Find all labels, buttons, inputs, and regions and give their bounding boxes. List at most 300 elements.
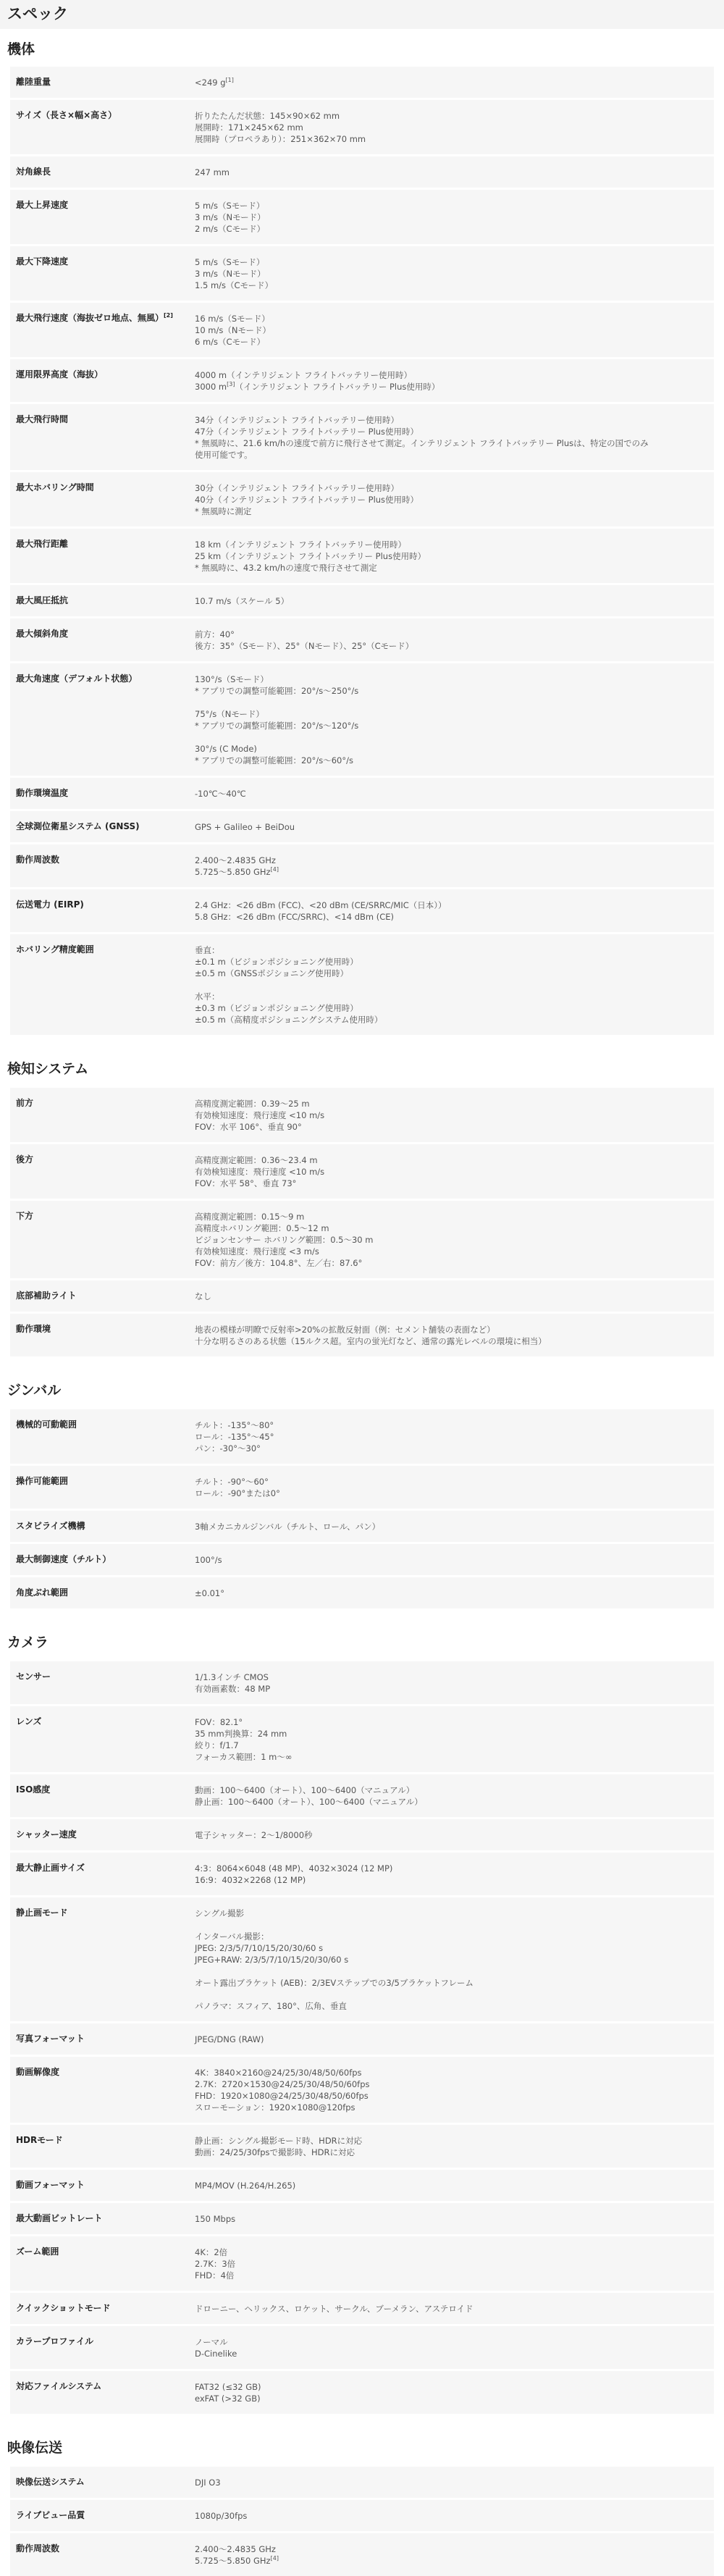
spec-value: [195, 855, 714, 878]
spec-value-text: 有効検知速度：飛行速度 <3 m/s: [195, 1246, 319, 1256]
spec-value-text: FHD：4倍: [195, 2270, 235, 2281]
spec-value-line: [195, 2067, 707, 2078]
spec-value: [195, 2135, 714, 2158]
spec-label: [10, 1784, 195, 1808]
spec-label: [10, 944, 195, 1025]
spec-value-text: 3軸メカニカルジンバル（チルト、ロール、パン）: [195, 1522, 381, 1532]
spec-label: [10, 2510, 195, 2522]
spec-value-text: 2.4 GHz：<26 dBm (FCC)、<20 dBm (CE/SRRC/MIC（日本））: [195, 900, 447, 910]
spec-row: [10, 156, 714, 188]
spec-value-line: [195, 1098, 707, 1109]
spec-value-text: 10.7 m/s（スケール 5）: [195, 596, 290, 606]
spec-value-text: * アプリでの調整可能範囲：20°/s〜120°/s: [195, 721, 359, 731]
spec-value-text: FOV：水平 58°、垂直 73°: [195, 1178, 297, 1188]
spec-row: [10, 1577, 714, 1608]
spec-label-text: 最大角速度（デフォルト状態）: [16, 674, 138, 684]
spec-value-line: [195, 1977, 707, 1989]
spec-row: [10, 1544, 714, 1575]
spec-table: [10, 2467, 714, 2576]
spec-label-text: 最大飛行距離: [16, 539, 69, 549]
spec-value-text: 18 km（インテリジェント フライトバッテリー使用時）: [195, 540, 406, 550]
section-aircraft: [0, 29, 724, 1035]
spec-value-line: [195, 2078, 707, 2090]
spec-value-text: ±0.3 m（ビジョンポジショニング使用時）: [195, 1003, 358, 1013]
spec-value-line: [195, 1476, 707, 1488]
spec-value-text: 静止画：シングル撮影モード時、HDRに対応: [195, 2136, 363, 2146]
spec-row: [10, 889, 714, 932]
spec-value-text: 使用可能です。: [195, 450, 253, 460]
spec-table: [10, 1088, 714, 1356]
spec-value-line: [195, 674, 707, 685]
spec-value: [195, 2381, 714, 2404]
spec-value-text: 高精度ホバリング範囲：0.5〜12 m: [195, 1223, 329, 1233]
spec-value: [195, 1908, 714, 2012]
spec-value-line: [195, 899, 707, 911]
spec-value-line: [195, 1431, 707, 1443]
spec-row: [10, 2371, 714, 2414]
spec-value: [195, 1324, 714, 1347]
spec-value-line: [195, 482, 707, 494]
spec-value: [195, 1829, 714, 1841]
spec-label: [10, 1716, 195, 1763]
spec-value: [195, 1211, 714, 1269]
spec-value: [195, 2213, 714, 2225]
spec-row: [10, 1466, 714, 1509]
spec-value-line: [195, 494, 707, 505]
spec-value-text: 30°/s (C Mode): [195, 744, 257, 754]
spec-value-line: [195, 944, 707, 956]
spec-value-text: ±0.5 m（GNSSポジショニング使用時）: [195, 968, 349, 978]
spec-value-line: [195, 1954, 707, 1965]
spec-label: [10, 2246, 195, 2281]
spec-value-text: 5 m/s（Sモード）: [195, 257, 265, 267]
spec-row: [10, 359, 714, 402]
spec-value-line: [195, 200, 707, 211]
spec-value-text: スローモーション：1920×1080@120fps: [195, 2102, 355, 2113]
spec-value-line: [195, 1863, 707, 1874]
spec-row: [10, 2170, 714, 2201]
spec-value-line: [195, 562, 707, 574]
spec-value: [195, 2067, 714, 2113]
spec-value-line: [195, 2147, 707, 2158]
spec-value-line: [195, 336, 707, 348]
spec-value-text: * 無風時に測定: [195, 506, 252, 516]
spec-value: [195, 788, 714, 800]
spec-value-line: [195, 1784, 707, 1796]
spec-label: [10, 899, 195, 923]
spec-value-line: [195, 1751, 707, 1763]
spec-value-line: [195, 1419, 707, 1431]
spec-label: [10, 1419, 195, 1454]
spec-value: [195, 369, 714, 393]
spec-value-text: 1.5 m/s（Cモード）: [195, 280, 274, 290]
spec-value-text: 4K：3840×2160@24/25/30/48/50/60fps: [195, 2068, 362, 2078]
spec-value-text: 34分（インテリジェント フライトバッテリー使用時）: [195, 415, 399, 425]
spec-label: [10, 539, 195, 574]
spec-value-text: 水平：: [195, 991, 220, 1002]
spec-label-text: 対応ファイルシステム: [16, 2381, 102, 2391]
spec-label: [10, 110, 195, 145]
spec-label-text: 運用限界高度（海抜）: [16, 369, 104, 379]
spec-value-line: [195, 223, 707, 235]
spec-label-text: 最大制御速度（チルト）: [16, 1554, 111, 1564]
spec-row: [10, 778, 714, 809]
spec-value-line: [195, 280, 707, 291]
spec-value: [195, 110, 714, 145]
spec-label: [10, 1554, 195, 1566]
spec-value-line: [195, 2348, 707, 2359]
spec-label-text: クイックショットモード: [16, 2303, 111, 2313]
spec-label: [10, 2135, 195, 2158]
section-title: カメラ: [7, 1634, 49, 1650]
spec-value: [195, 77, 714, 88]
spec-label-text: 最大上昇速度: [16, 200, 69, 210]
spec-value: [195, 821, 714, 833]
spec-label-text: シャッター速度: [16, 1829, 77, 1839]
spec-value: [195, 2180, 714, 2191]
spec-value-line: [195, 133, 707, 145]
spec-row: [10, 1897, 714, 2021]
spec-value-text: 25 km（インテリジェント フライトバッテリー Plus使用時）: [195, 551, 426, 561]
spec-label-text: 底部補助ライト: [16, 1291, 77, 1301]
spec-value-text: 5 m/s（Sモード）: [195, 201, 265, 211]
spec-value-line: [195, 437, 707, 449]
spec-label-text: 伝送電力 (EIRP): [16, 899, 84, 910]
spec-value-text: 有効画素数：48 MP: [195, 1684, 271, 1694]
spec-label-text: スタビライズ機構: [16, 1521, 85, 1531]
spec-value: [195, 1098, 714, 1133]
spec-value-text: GPS + Galileo + BeiDou: [195, 822, 295, 832]
spec-value: [195, 899, 714, 923]
spec-value-line: [195, 731, 707, 743]
footnote-ref[interactable]: [1]: [225, 77, 234, 84]
spec-value-text: JPEG/DNG (RAW): [195, 2034, 264, 2044]
spec-row: [10, 811, 714, 842]
section-video-transmission: [0, 2416, 724, 2576]
spec-value-text: 2.7K：2720×1530@24/25/30/48/50/60fps: [195, 2079, 370, 2089]
spec-value-text: （インテリジェント フライトバッテリー Plus使用時）: [235, 382, 440, 392]
spec-value-line: [195, 539, 707, 550]
spec-value-text: 247 mm: [195, 167, 230, 177]
spec-label: [10, 1291, 195, 1302]
footnote-ref[interactable]: [4]: [270, 866, 279, 873]
spec-value: [195, 539, 714, 574]
spec-row: [10, 618, 714, 661]
spec-value-text: 静止画：100〜6400（オート）、100〜6400（マニュアル）: [195, 1797, 423, 1807]
spec-label: [10, 1863, 195, 1886]
spec-label: [10, 2303, 195, 2315]
spec-label-text: HDRモード: [16, 2135, 63, 2145]
spec-value: [195, 2303, 714, 2315]
spec-label-text: 機械的可動範囲: [16, 1419, 77, 1430]
spec-row: [10, 1314, 714, 1356]
spec-row: [10, 472, 714, 526]
spec-row: [10, 1706, 714, 1772]
spec-row: [10, 2500, 714, 2531]
spec-value-text: * アプリでの調整可能範囲：20°/s〜60°/s: [195, 755, 353, 765]
spec-value-line: [195, 256, 707, 268]
spec-value-text: FOV：前方／後方：104.8°、左／右：87.6°: [195, 1258, 363, 1268]
spec-value-text: 地表の模様が明瞭で反射率>20%の拡散反射面（例：セメント舗装の表面など）: [195, 1325, 495, 1335]
spec-value-text: MP4/MOV (H.264/H.265): [195, 2181, 296, 2191]
spec-value-text: 1080p/30fps: [195, 2511, 248, 2521]
spec-value-text: 展開時：171×245×62 mm: [195, 122, 303, 133]
section-title: 検知システム: [7, 1060, 89, 1077]
spec-value-line: [195, 381, 707, 393]
spec-value-line: [195, 821, 707, 833]
spec-row: [10, 404, 714, 470]
spec-value-text: 47分（インテリジェント フライトバッテリー Plus使用時）: [195, 427, 419, 437]
spec-label: [10, 674, 195, 766]
spec-table: [10, 67, 714, 1035]
spec-label: [10, 595, 195, 607]
spec-value: [195, 2336, 714, 2359]
spec-value: [195, 1716, 714, 1763]
spec-value-line: [195, 1443, 707, 1454]
footnote-ref[interactable]: [4]: [270, 2555, 279, 2562]
spec-value-line: [195, 685, 707, 697]
spec-value-line: [195, 991, 707, 1002]
spec-value-line: [195, 1121, 707, 1133]
spec-label: [10, 1211, 195, 1269]
page-title: スペック: [0, 0, 724, 29]
spec-value-line: [195, 2393, 707, 2404]
footnote-ref[interactable]: [2]: [164, 312, 173, 319]
spec-label-text: 動作周波数: [16, 855, 60, 865]
spec-value-text: フォーカス範囲：1 m〜∞: [195, 1752, 292, 1762]
section-gimbal: [0, 1359, 724, 1608]
spec-row: [10, 2533, 714, 2576]
spec-row: [10, 1280, 714, 1312]
spec-value-text: 有効検知速度：飛行速度 <10 m/s: [195, 1110, 325, 1120]
spec-value-line: [195, 1554, 707, 1566]
spec-value: [195, 2510, 714, 2522]
spec-value-line: [195, 2336, 707, 2348]
spec-value-text: 2.400〜2.4835 GHz: [195, 855, 276, 865]
spec-value: [195, 1154, 714, 1189]
spec-value: [195, 1521, 714, 1532]
spec-value-line: [195, 855, 707, 866]
spec-value-text: * 無風時に、43.2 km/hの速度で飛行させて測定: [195, 563, 377, 573]
spec-value-line: [195, 211, 707, 223]
spec-value: [195, 1291, 714, 1302]
spec-value-line: [195, 1728, 707, 1740]
spec-value-text: ロール：-135°〜45°: [195, 1432, 274, 1442]
spec-value-line: [195, 2034, 707, 2045]
spec-value-line: [195, 956, 707, 968]
spec-value-text: ±0.5 m（高精度ポジショニングシステム使用時）: [195, 1015, 383, 1025]
spec-value-text: D-Cinelike: [195, 2349, 237, 2359]
spec-value: [195, 1784, 714, 1808]
spec-value-text: * 無風時に、21.6 km/hの速度で前方に飛行させて測定。インテリジェント フライトバッテリー Plusは、特定の国でのみ: [195, 438, 649, 448]
spec-label-text: 動作環境温度: [16, 788, 69, 798]
spec-row: [10, 585, 714, 616]
spec-row: [10, 663, 714, 776]
spec-label: [10, 369, 195, 393]
spec-value-line: [195, 122, 707, 133]
spec-value-line: [195, 2102, 707, 2113]
spec-label: [10, 1324, 195, 1347]
spec-value-line: [195, 2543, 707, 2555]
spec-value-text: JPEG: 2/3/5/7/10/15/20/30/60 s: [195, 1943, 324, 1953]
spec-row: [10, 1144, 714, 1199]
spec-value-text: 100°/s: [195, 1555, 222, 1565]
spec-value-text: JPEG+RAW: 2/3/5/7/10/15/20/30/60 s: [195, 1955, 349, 1965]
section-camera: [0, 1611, 724, 2414]
spec-row: [10, 844, 714, 887]
spec-value-text: * アプリでの調整可能範囲：20°/s〜250°/s: [195, 686, 359, 696]
spec-label-text: 後方: [16, 1154, 34, 1165]
spec-value-text: 3000 m: [195, 382, 227, 392]
spec-value-text: 4000 m（インテリジェント フライトバッテリー使用時）: [195, 370, 412, 380]
spec-label-text: 最大飛行時間: [16, 414, 69, 424]
spec-value-line: [195, 550, 707, 562]
spec-value-text: exFAT (>32 GB): [195, 2394, 261, 2404]
spec-value-text: 展開時（プロペラあり）：251×362×70 mm: [195, 134, 366, 144]
spec-value-text: 垂直：: [195, 945, 220, 955]
spec-row: [10, 2293, 714, 2324]
spec-row: [10, 2467, 714, 2498]
spec-value: [195, 595, 714, 607]
spec-value-text: 35 mm判換算：24 mm: [195, 1729, 287, 1739]
spec-label: [10, 482, 195, 517]
spec-value-text: FAT32 (≤32 GB): [195, 2382, 261, 2392]
spec-value-line: [195, 167, 707, 178]
spec-label: [10, 1098, 195, 1133]
spec-value-text: パノラマ：スフィア、180°、広角、垂直: [195, 2001, 347, 2011]
spec-value-text: 4K：2倍: [195, 2247, 228, 2257]
spec-value-line: [195, 720, 707, 731]
spec-value: [195, 2246, 714, 2281]
spec-value-line: [195, 313, 707, 324]
spec-label-text: 対角線長: [16, 167, 51, 177]
spec-value-line: [195, 1014, 707, 1025]
spec-value-text: FOV：水平 106°、垂直 90°: [195, 1122, 302, 1132]
spec-row: [10, 1409, 714, 1464]
spec-value: [195, 2543, 714, 2567]
spec-value: [195, 1476, 714, 1499]
spec-label-text: 最大ホバリング時間: [16, 482, 94, 492]
spec-value-text: 高精度測定範囲：0.36〜23.4 m: [195, 1155, 318, 1165]
spec-label: [10, 414, 195, 461]
spec-value: [195, 629, 714, 652]
spec-value-line: [195, 2258, 707, 2270]
spec-value-text: インターバル撮影：: [195, 1931, 269, 1942]
spec-value-line: [195, 1109, 707, 1121]
spec-label: [10, 1476, 195, 1499]
spec-value-line: [195, 1587, 707, 1599]
spec-label-text: 全球測位衛星システム (GNSS): [16, 821, 140, 831]
spec-value-line: [195, 2213, 707, 2225]
spec-value-line: [195, 414, 707, 426]
spec-value-text: 5.8 GHz：<26 dBm (FCC/SRRC)、<14 dBm (CE): [195, 912, 395, 922]
spec-value-line: [195, 1291, 707, 1302]
spec-value: [195, 2034, 714, 2045]
spec-value-text: 3 m/s（Nモード）: [195, 212, 266, 222]
spec-row: [10, 1511, 714, 1542]
spec-value-line: [195, 1740, 707, 1751]
spec-value-line: [195, 2270, 707, 2281]
spec-label-text: 操作可能範囲: [16, 1476, 69, 1486]
spec-value-text: 130°/s（Sモード）: [195, 674, 269, 684]
spec-value-line: [195, 1002, 707, 1014]
spec-value-text: 16 m/s（Sモード）: [195, 314, 270, 324]
spec-value-text: 2.7K：3倍: [195, 2259, 236, 2269]
spec-row: [10, 1853, 714, 1895]
spec-row: [10, 1661, 714, 1704]
spec-value: [195, 1671, 714, 1695]
spec-value-text: 10 m/s（Nモード）: [195, 325, 271, 335]
spec-row: [10, 934, 714, 1035]
spec-label: [10, 1908, 195, 2012]
spec-value-line: [195, 1178, 707, 1189]
spec-value-text: ビジョンセンサー ホバリング範囲：0.5〜30 m: [195, 1235, 374, 1245]
spec-value-line: [195, 1919, 707, 1931]
spec-value-line: [195, 449, 707, 461]
spec-table: [10, 1409, 714, 1608]
spec-value-line: [195, 268, 707, 280]
spec-value-line: [195, 595, 707, 607]
section-title: 機体: [7, 41, 35, 57]
spec-label-text: ISO感度: [16, 1784, 51, 1795]
spec-value-line: [195, 1683, 707, 1695]
spec-label: [10, 821, 195, 833]
spec-value: [195, 674, 714, 766]
spec-label-text: サイズ（長さ×幅×高さ）: [16, 110, 117, 120]
spec-value-text: 5.725〜5.850 GHz: [195, 867, 271, 877]
spec-value-line: [195, 1488, 707, 1499]
spec-value: [195, 1554, 714, 1566]
spec-value-line: [195, 1942, 707, 1954]
spec-row: [10, 1088, 714, 1142]
spec-value: [195, 2477, 714, 2488]
spec-value-text: 動画：100〜6400（オート）、100〜6400（マニュアル）: [195, 1785, 415, 1795]
spec-value-line: [195, 1154, 707, 1166]
spec-label: [10, 313, 195, 348]
spec-value-line: [195, 2180, 707, 2191]
spec-value-text: DJI O3: [195, 2478, 221, 2488]
spec-value-line: [195, 1716, 707, 1728]
spec-label-text: レンズ: [16, 1716, 42, 1727]
spec-value-line: [195, 1222, 707, 1234]
spec-label: [10, 2034, 195, 2045]
spec-label: [10, 167, 195, 178]
spec-value-text: <249 g: [195, 77, 226, 88]
spec-value-text: 絞り：f/1.7: [195, 1740, 239, 1750]
spec-value-line: [195, 911, 707, 923]
spec-label: [10, 1587, 195, 1599]
spec-label: [10, 2067, 195, 2113]
spec-value-text: ドローニー、ヘリックス、ロケット、サークル、ブーメラン、アステロイド: [195, 2304, 473, 2314]
spec-value-line: [195, 2381, 707, 2393]
spec-table: [10, 1661, 714, 2414]
spec-label: [10, 788, 195, 800]
spec-label-text: 静止画モード: [16, 1908, 68, 1918]
spec-value-text: 75°/s（Nモード）: [195, 709, 264, 719]
spec-label-text: ホバリング精度範囲: [16, 944, 94, 955]
spec-label: [10, 2336, 195, 2359]
spec-value: [195, 414, 714, 461]
spec-value-text: ±0.1 m（ビジョンポジショニング使用時）: [195, 957, 358, 967]
footnote-ref[interactable]: [3]: [227, 381, 235, 388]
spec-value-text: 動画：24/25/30fpsで撮影時、HDRに対応: [195, 2147, 355, 2157]
spec-row: [10, 67, 714, 98]
spec-label: [10, 1521, 195, 1532]
spec-value-text: 6 m/s（Cモード）: [195, 337, 266, 347]
spec-value-text: 3 m/s（Nモード）: [195, 269, 266, 279]
spec-value: [195, 313, 714, 348]
spec-value-text: 後方：35°（Sモード）、25°（Nモード）、25°（Cモード）: [195, 641, 414, 651]
